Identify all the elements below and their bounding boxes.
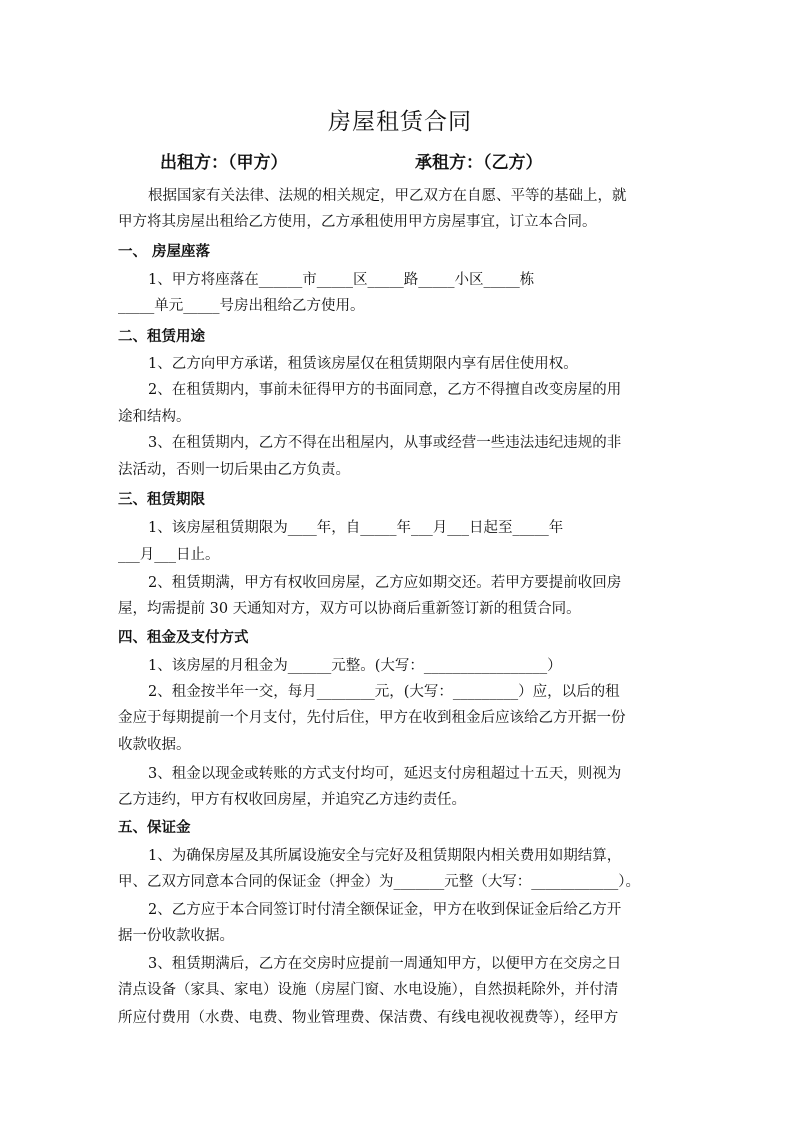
body-line: 清点设备（家具、家电）设施（房屋门窗、水电设施），自然损耗除外，并付清 <box>118 982 619 998</box>
body-line: 乙方违约，甲方有权收回房屋，并追究乙方违约责任。 <box>118 792 466 808</box>
body-line: _____单元_____号房出租给乙方使用。 <box>118 298 365 314</box>
body-line: 1、为确保房屋及其所属设施安全与完好及租赁期限内相关费用如期结算， <box>148 848 622 864</box>
body-line: 据一份收款收据。 <box>118 928 234 944</box>
body-line: 2、乙方应于本合同签订时付清全额保证金，甲方在收到保证金后给乙方开 <box>148 902 622 918</box>
body-line: 1、乙方向甲方承诺，租赁该房屋仅在租赁期限内享有居住使用权。 <box>148 356 578 372</box>
body-line: 1、甲方将座落在______市_____区_____路_____小区_____栋 <box>148 272 535 288</box>
body-line: ___月___日止。 <box>118 547 220 563</box>
body-line: 1、该房屋租赁期限为____年，自_____年___月___日起至_____年 <box>148 520 564 536</box>
page-title: 房屋租赁合同 <box>328 109 472 135</box>
body-line: 2、在租赁期内，事前未征得甲方的书面同意，乙方不得擅自改变房屋的用 <box>148 382 622 398</box>
section-heading: 四、租金及支付方式 <box>118 630 249 646</box>
section-heading: 五、保证金 <box>118 820 191 836</box>
body-line: 法活动，否则一切后果由乙方负责。 <box>118 462 350 478</box>
body-line: 3、租金以现金或转账的方式支付均可，延迟支付房租超过十五天，则视为 <box>148 766 622 782</box>
body-line: 屋，均需提前 30 天通知对方，双方可以协商后重新签订新的租赁合同。 <box>118 601 581 617</box>
body-line: 金应于每期提前一个月支付，先付后住，甲方在收到租金后应该给乙方开据一份 <box>118 710 626 726</box>
body-line: 甲方将其房屋出租给乙方使用，乙方承租使用甲方房屋事宜，订立本合同。 <box>118 214 597 230</box>
lessee-label: 承租方：（乙方） <box>415 153 543 173</box>
body-line: 3、在租赁期内，乙方不得在出租屋内，从事或经营一些违法违纪违规的非 <box>148 435 622 451</box>
section-heading: 二、租赁用途 <box>118 329 205 345</box>
body-line: 途和结构。 <box>118 409 191 425</box>
lessor-label: 出租方：（甲方） <box>160 153 288 173</box>
body-line: 甲、乙双方同意本合同的保证金（押金）为_______元整（大写：____________）。 <box>118 874 640 890</box>
body-line: 2、租赁期满，甲方有权收回房屋，乙方应如期交还。若甲方要提前收回房 <box>148 575 622 591</box>
body-line: 3、租赁期满后，乙方在交房时应提前一周通知甲方，以便甲方在交房之日 <box>148 956 622 972</box>
body-line: 1、该房屋的月租金为______元整。(大写：_________________） <box>148 658 562 674</box>
body-line: 2、租金按半年一交，每月________元，(大写：_________）应，以后的租 <box>148 684 620 700</box>
body-line: 根据国家有关法律、法规的相关规定，甲乙双方在自愿、平等的基础上，就 <box>148 188 627 204</box>
body-line: 收款收据。 <box>118 737 191 753</box>
section-heading: 一、 房屋座落 <box>118 244 211 260</box>
body-line: 所应付费用（水费、电费、物业管理费、保洁费、有线电视收视费等），经甲方 <box>118 1010 619 1026</box>
section-heading: 三、租赁期限 <box>118 492 205 508</box>
